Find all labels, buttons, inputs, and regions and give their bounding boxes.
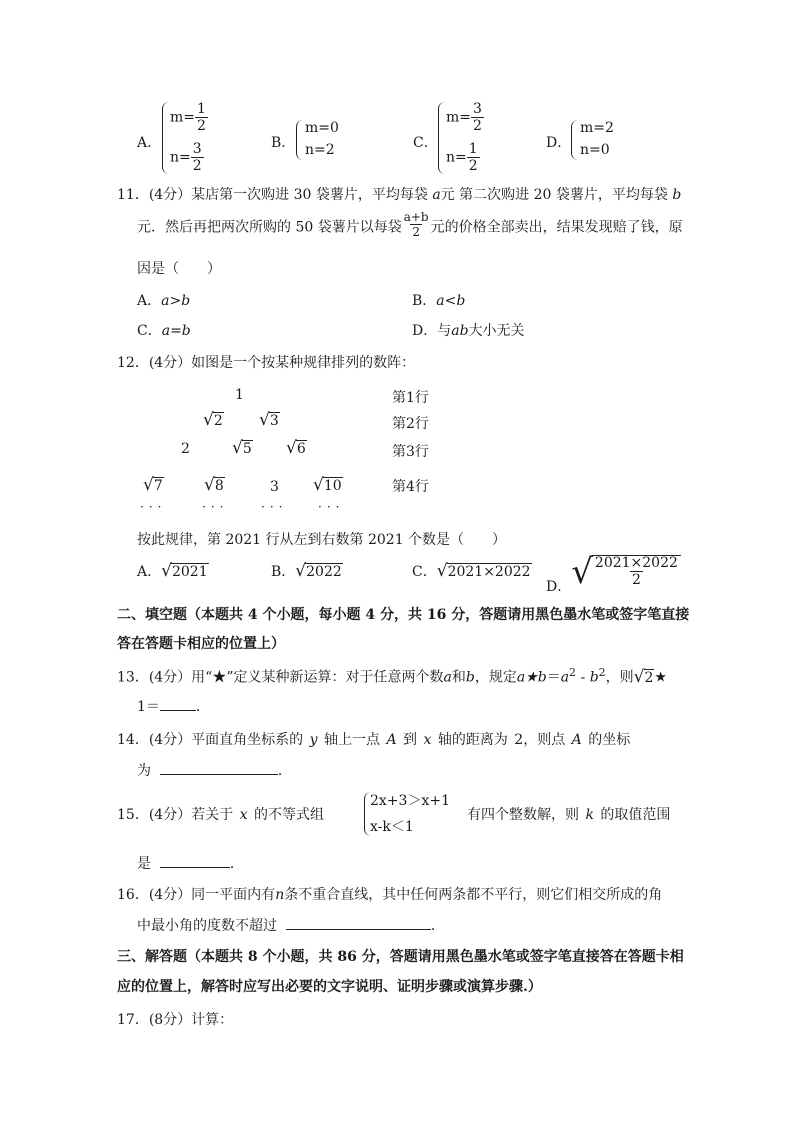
brace xyxy=(438,102,445,174)
q11-line3: 因是（ ） xyxy=(137,261,221,277)
q13-line1: 13．(4分）用“★”定义某种新运算：对于任意两个数a和b，规定$a★b=a^2 - b^2$，则 √ 2 ★ xyxy=(117,666,667,687)
q13-line2: 1＝ ． xyxy=(137,699,210,715)
q16-line1: 16．(4分）同一平面内有n条不重合直线，其中任何两条都不平行，则它们相交所成的角 xyxy=(117,887,663,903)
m-value: m= $\frac{1}{2}$ xyxy=(170,101,206,134)
q12-option-d: D． √ $\frac{2021\times 2022}{2}$ xyxy=(546,555,681,589)
q15-line2: 是 ． xyxy=(137,856,244,872)
q10-option-b xyxy=(271,120,351,162)
inequality-2: x-k＜1 xyxy=(370,819,414,835)
q12-stem: 12．(4分）如图是一个按某种规律排列的数阵： xyxy=(117,355,416,371)
row-label: 第4行 xyxy=(392,479,429,495)
matrix-cell: √ 6 xyxy=(286,438,306,458)
matrix-dots: ··· xyxy=(318,500,345,514)
n-value: n= $\frac{1}{2}$ xyxy=(446,141,478,174)
q14-line1: 14．(4分）平面直角坐标系的 y 轴上一点 A 到 x 轴的距离为 2，则点 A 的坐标 xyxy=(117,732,631,748)
q12-option-b: B． √ 2022 xyxy=(271,561,342,581)
row-label: 第3行 xyxy=(392,444,429,460)
q12-question: 按此规律，第 2021 行从左到右数第 2021 个数是（ ） xyxy=(137,532,507,548)
q17-stem: 17．(8分）计算： xyxy=(117,1012,234,1028)
m-value: m= $\frac{3}{2}$ xyxy=(446,101,482,134)
matrix-cell: √ 2 xyxy=(203,410,223,430)
brace xyxy=(571,120,578,160)
q11-line1: 11．(4分）某店第一次购进 30 袋薯片，平均每袋 a元 第二次购进 20 袋薯片，平均每袋 b xyxy=(117,187,682,203)
answer-blank[interactable] xyxy=(160,762,278,775)
matrix-cell: √ 10 xyxy=(313,475,342,495)
q15-line1: 15．(4分）若关于 x 的不等式组 2x+3＞x+1 x-k＜1 有四个整数解，则 k 的取值范围 xyxy=(117,790,687,840)
m-value: m=0 xyxy=(305,120,339,136)
matrix-cell: 3 xyxy=(270,479,279,495)
row-label: 第1行 xyxy=(392,390,429,406)
q12-option-c: C． √ 2021×2022 xyxy=(412,561,531,581)
matrix-dots: ··· xyxy=(140,500,167,514)
section-2-heading-cont: 答在答题卡相应的位置上） xyxy=(117,636,285,652)
section-3-heading: 三、解答题（本题共 8 个小题，共 86 分，答题请用黑色墨水笔或签字笔直接答在答题卡相 xyxy=(117,949,684,965)
matrix-cell: √ 8 xyxy=(204,475,224,495)
brace xyxy=(296,120,303,160)
q11-option-d: D．与ab大小无关 xyxy=(412,323,525,339)
option-letter: D． xyxy=(546,135,572,151)
n-value: n= $\frac{3}{2}$ xyxy=(170,141,202,174)
q10-option-a xyxy=(137,100,217,178)
brace xyxy=(162,102,169,174)
q16-line2: 中最小角的度数不超过 ． xyxy=(137,918,445,934)
answer-blank[interactable] xyxy=(160,698,196,711)
q12-option-a: A． √ 2021 xyxy=(137,561,208,581)
q11-line2: 元．然后再把两次所购的 50 袋薯片以每袋 $\frac{a+b}{2}$ 元的价格全部卖出，结果发现赔了钱，原 xyxy=(137,210,683,239)
q11-option-a: A．a>b xyxy=(137,293,191,309)
option-letter: B． xyxy=(271,135,296,151)
q11-option-b: B．a<b xyxy=(412,293,466,309)
matrix-dots: ··· xyxy=(202,500,229,514)
q14-line2: 为 ． xyxy=(137,763,292,779)
n-value: n=2 xyxy=(305,142,335,158)
section-2-heading: 二、填空题（本题共 4 个小题，每小题 4 分，共 16 分，答题请用黑色墨水笔或签字笔直接 xyxy=(117,607,690,623)
q11-option-c: C．a=b xyxy=(137,323,191,339)
q10-option-c xyxy=(413,100,493,178)
answer-blank[interactable] xyxy=(160,855,230,868)
option-letter: C． xyxy=(413,135,438,151)
matrix-cell: √ 7 xyxy=(143,475,163,495)
matrix-cell: 1 xyxy=(235,387,244,403)
n-value: n=0 xyxy=(580,142,610,158)
q10-option-d xyxy=(546,120,626,162)
matrix-dots: ··· xyxy=(261,500,288,514)
row-label: 第2行 xyxy=(392,416,429,432)
matrix-cell: 2 xyxy=(181,441,190,457)
m-value: m=2 xyxy=(580,120,614,136)
inequality-1: 2x+3＞x+1 xyxy=(370,793,450,809)
option-letter: A． xyxy=(137,135,162,151)
matrix-cell: √ 3 xyxy=(259,410,279,430)
matrix-cell: √ 5 xyxy=(232,438,252,458)
section-3-heading-cont: 应的位置上，解答时应写出必要的文字说明、证明步骤或演算步骤.） xyxy=(117,979,542,995)
answer-blank[interactable] xyxy=(286,917,431,930)
